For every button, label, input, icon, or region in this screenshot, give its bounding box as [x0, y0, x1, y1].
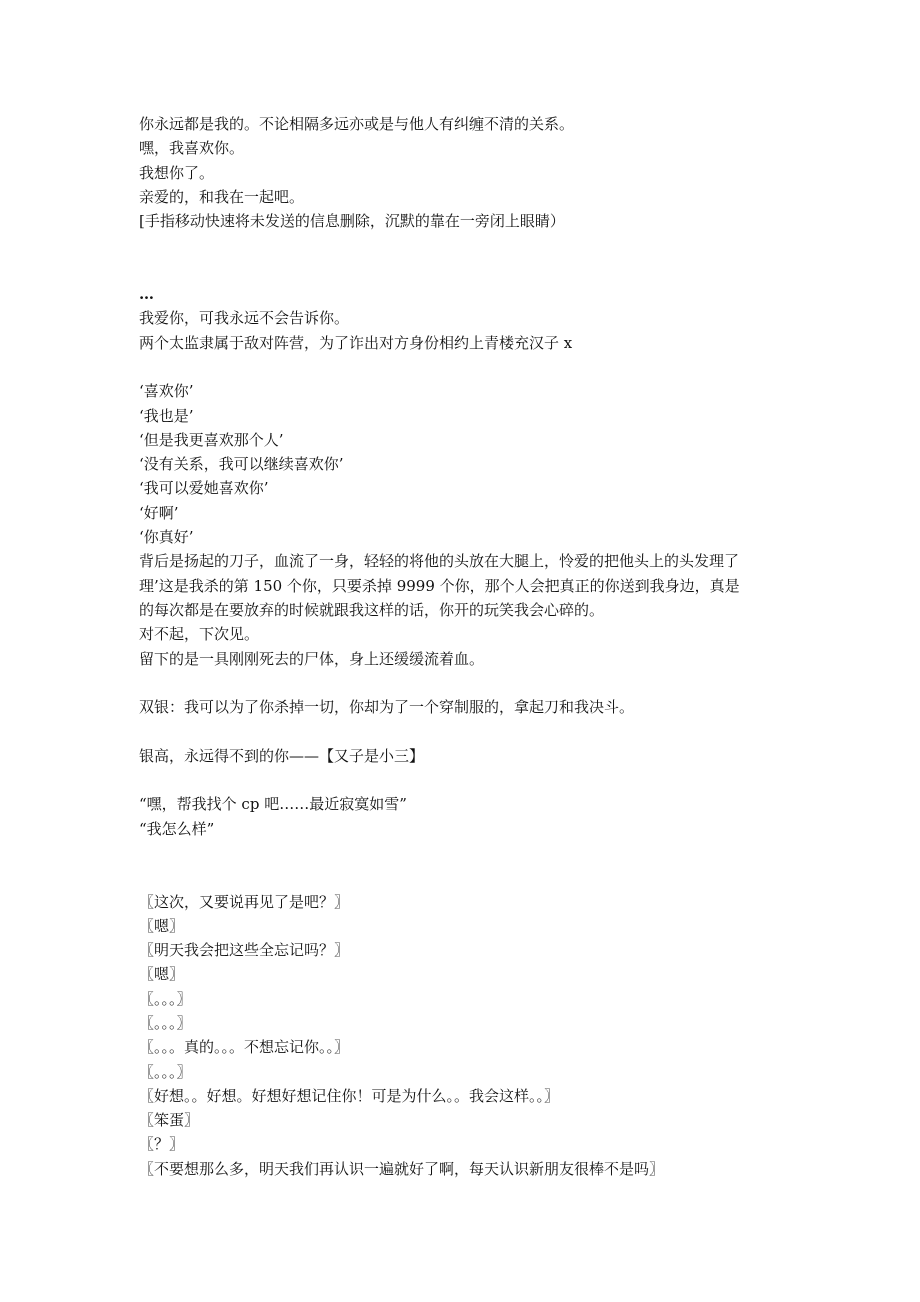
quote-line: ‘你真好’: [139, 528, 194, 547]
blank-space: [139, 841, 789, 890]
dialogue-line: 〖。。。〗: [139, 1013, 192, 1032]
paragraph-line: 的每次都是在要放弃的时候就跟我这样的话，你开的玩笑我会心碎的。: [139, 600, 605, 619]
blank-space: [139, 233, 789, 282]
quote-line: ‘喜欢你’: [139, 382, 194, 401]
text-line: 两个太监隶属于敌对阵营，为了诈出对方身份相约上青楼充汉子 x: [139, 333, 573, 352]
quote-line: ‘我可以爱她喜欢你’: [139, 479, 269, 498]
dialogue-line: 〖？〗: [139, 1135, 185, 1154]
paragraph-line: 理’这是我杀的第 150 个你，只要杀掉 9999 个你，那个人会把真正的你送到我身边，真是: [139, 576, 740, 595]
blank-space: [139, 671, 789, 695]
text-line: 我爱你，可我永远不会告诉你。: [139, 309, 350, 328]
text-line: 嘿，我喜欢你。: [139, 139, 245, 158]
text-line: 留下的是一具刚刚死去的尸体，身上还缓缓流着血。: [139, 649, 485, 668]
dialogue-line: 〖。。。〗: [139, 1062, 192, 1081]
dialogue-line: 〖好想。。好想。好想好想记住你！可是为什么。。我会这样。。〗: [139, 1086, 560, 1105]
quote-line: ‘没有关系，我可以继续喜欢你’: [139, 455, 344, 474]
quote-line: “嘿，帮我找个 cp 吧……最近寂寞如雪”: [139, 795, 407, 814]
blank-space: [139, 355, 789, 379]
quote-line: ‘好啊’: [139, 503, 179, 522]
dialogue-line: 〖。。。〗: [139, 989, 192, 1008]
quote-line: ‘我也是’: [139, 406, 194, 425]
ellipsis-line: …: [139, 285, 155, 304]
text-line: 亲爱的，和我在一起吧。: [139, 187, 305, 206]
dialogue-line: 〖不要想那么多，明天我们再认识一遍就好了啊，每天认识新朋友很棒不是吗〗: [139, 1159, 665, 1178]
text-line: [手指移动快速将未发送的信息删除，沉默的靠在一旁闭上眼睛）: [139, 212, 565, 231]
dialogue-line: 〖嗯〗: [139, 965, 185, 984]
quote-line: ‘但是我更喜欢那个人’: [139, 430, 284, 449]
text-line: 我想你了。: [139, 163, 215, 182]
dialogue-line: 〖嗯〗: [139, 916, 185, 935]
text-line: 你永远都是我的。不论相隔多远亦或是与他人有纠缠不清的关系。: [139, 115, 575, 133]
document-body: [139, 112, 789, 1181]
dialogue-line: 〖。。。真的。。。不想忘记你。。〗: [139, 1038, 350, 1057]
text-line: 银高，永远得不到的你——【又子是小三】: [139, 746, 425, 765]
text-line: 双银：我可以为了你杀掉一切，你却为了一个穿制服的，拿起刀和我决斗。: [139, 698, 635, 717]
blank-space: [139, 719, 789, 743]
dialogue-line: 〖明天我会把这些全忘记吗？〗: [139, 941, 350, 960]
paragraph-line: 背后是扬起的刀子，血流了一身，轻轻的将他的头放在大腿上，怜爱的把他头上的头发理了: [139, 552, 740, 571]
dialogue-line: 〖笨蛋〗: [139, 1111, 200, 1130]
quote-line: “我怎么样”: [139, 819, 215, 838]
text-line: 对不起，下次见。: [139, 625, 260, 644]
blank-space: [139, 768, 789, 792]
dialogue-line: 〖这次，又要说再见了是吧？〗: [139, 892, 350, 911]
